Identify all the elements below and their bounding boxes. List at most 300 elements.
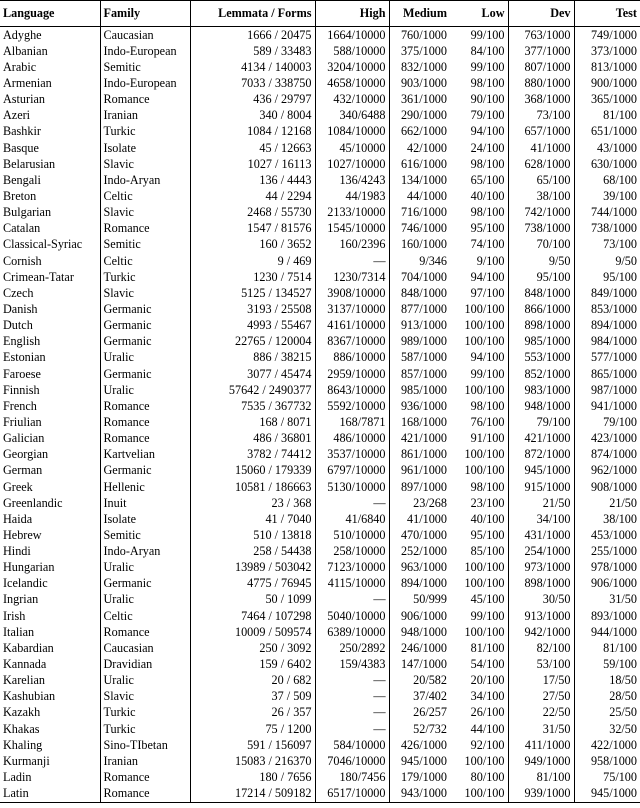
table-row	[0, 414, 640, 430]
cell-low: 76/100	[470, 414, 505, 429]
cell-medium: 20/582	[389, 673, 450, 689]
cell-language: Kazakh	[3, 705, 41, 720]
cell-low: 45/100	[470, 592, 505, 607]
cell-lemmata-forms: 7535 / 367732	[190, 398, 315, 414]
cell-lemmata-forms: 41 / 7040	[190, 511, 315, 527]
cell-high: 5592/10000	[315, 398, 389, 414]
cell-high: 3908/10000	[315, 285, 389, 301]
cell-low: 95/100	[470, 221, 505, 236]
cell-family: Isolate	[100, 140, 190, 156]
cell-language: Basque	[3, 140, 39, 155]
cell-dev: 82/100	[508, 640, 574, 656]
cell-high: —	[315, 253, 389, 269]
cell-high: 486/10000	[315, 431, 389, 447]
cell-high: 1084/10000	[315, 124, 389, 140]
cell-test: 749/1000	[574, 27, 640, 44]
table-row	[0, 786, 640, 803]
cell-low: 100/100	[464, 624, 505, 639]
cell-language: Latin	[0, 786, 100, 803]
cell-test: 43/1000	[574, 140, 640, 156]
table-row	[0, 350, 640, 366]
cell-lemmata-forms: 3782 / 74412	[190, 447, 315, 463]
cell-dev: 38/100	[508, 188, 574, 204]
cell-lemmata-forms: 1027 / 16113	[190, 156, 315, 172]
cell-low: 94/100	[470, 269, 505, 284]
cell-lemmata-forms: 15060 / 179339	[190, 463, 315, 479]
cell-lemmata-forms: 1547 / 81576	[190, 221, 315, 237]
cell-family: Uralic	[100, 560, 190, 576]
cell-test: 944/1000	[574, 624, 640, 640]
cell-family: Turkic	[100, 705, 190, 721]
cell-test: 900/1000	[574, 75, 640, 91]
cell-family: Turkic	[100, 269, 190, 285]
table-row	[0, 27, 640, 44]
cell-medium: 913/1000	[389, 318, 450, 334]
cell-medium: 906/1000	[389, 608, 450, 624]
table-row	[0, 576, 640, 592]
cell-family: Romance	[100, 786, 190, 803]
cell-dev: 866/1000	[508, 301, 574, 317]
cell-dev: 880/1000	[508, 75, 574, 91]
cell-low: 100/100	[464, 576, 505, 591]
cell-low: 98/100	[470, 75, 505, 90]
cell-dev: 939/1000	[508, 786, 574, 803]
cell-dev: 21/50	[508, 495, 574, 511]
cell-language: Catalan	[3, 221, 41, 236]
cell-lemmata-forms: 17214 / 509182	[190, 786, 315, 803]
cell-test: 75/100	[574, 769, 640, 785]
cell-language: Armenian	[3, 75, 52, 90]
cell-medium: 662/1000	[389, 124, 450, 140]
cell-lemmata-forms: 486 / 36801	[190, 431, 315, 447]
table-row	[0, 172, 640, 188]
cell-lemmata-forms: 57642 / 2490377	[190, 382, 315, 398]
cell-dev: 949/1000	[508, 753, 574, 769]
table-row	[0, 527, 640, 543]
cell-test: 59/100	[574, 656, 640, 672]
cell-dev: 41/1000	[508, 140, 574, 156]
table-row	[0, 43, 640, 59]
cell-family: Indo-Aryan	[100, 544, 190, 560]
cell-lemmata-forms: 50 / 1099	[190, 592, 315, 608]
cell-medium: 168/1000	[389, 414, 450, 430]
cell-language: Belarusian	[3, 156, 56, 171]
header-high: High	[315, 1, 389, 27]
cell-language: Georgian	[3, 447, 49, 462]
header-family: Family	[100, 1, 190, 27]
cell-lemmata-forms: 1666 / 20475	[190, 27, 315, 44]
cell-high: 168/7871	[315, 414, 389, 430]
cell-family: Caucasian	[100, 640, 190, 656]
cell-test: 978/1000	[574, 560, 640, 576]
cell-low: 34/100	[470, 689, 505, 704]
cell-lemmata-forms: 886 / 38215	[190, 350, 315, 366]
cell-language: Estonian	[3, 350, 46, 365]
cell-medium: 470/1000	[389, 527, 450, 543]
table-row	[0, 544, 640, 560]
cell-lemmata-forms: 510 / 13818	[190, 527, 315, 543]
cell-high: 588/10000	[315, 43, 389, 59]
cell-language: Khaling	[3, 737, 43, 752]
cell-lemmata-forms: 160 / 3652	[190, 237, 315, 253]
cell-high: 7123/10000	[315, 560, 389, 576]
cell-family: Dravidian	[100, 656, 190, 672]
table-row	[0, 205, 640, 221]
table-row	[0, 624, 640, 640]
cell-family: Germanic	[100, 301, 190, 317]
cell-language: Ingrian	[3, 592, 39, 607]
cell-family: Romance	[100, 431, 190, 447]
cell-high: 6797/10000	[315, 463, 389, 479]
cell-test: 68/100	[574, 172, 640, 188]
table-row	[0, 318, 640, 334]
cell-medium: 421/1000	[389, 431, 450, 447]
cell-medium: 426/1000	[389, 737, 450, 753]
header-medium: Medium	[389, 1, 450, 27]
cell-language: Arabic	[3, 59, 37, 74]
cell-test: 39/100	[574, 188, 640, 204]
cell-language: Danish	[3, 301, 38, 316]
cell-low: 97/100	[470, 285, 505, 300]
cell-medium: 877/1000	[389, 301, 450, 317]
cell-language: Classical-Syriac	[3, 237, 83, 252]
cell-high: 5130/10000	[315, 479, 389, 495]
cell-language: Hungarian	[3, 560, 55, 575]
cell-low: 79/100	[470, 108, 505, 123]
cell-high: 3137/10000	[315, 301, 389, 317]
table-row	[0, 560, 640, 576]
cell-family: Turkic	[100, 124, 190, 140]
cell-family: Indo-European	[100, 43, 190, 59]
cell-language: Bashkir	[3, 124, 41, 139]
cell-language: Czech	[3, 285, 34, 300]
cell-test: 813/1000	[574, 59, 640, 75]
cell-dev: 79/100	[508, 414, 574, 430]
cell-language: Kannada	[3, 657, 47, 672]
cell-test: 853/1000	[574, 301, 640, 317]
header-dev: Dev	[508, 1, 574, 27]
cell-high: 2959/10000	[315, 366, 389, 382]
cell-lemmata-forms: 7033 / 338750	[190, 75, 315, 91]
cell-language: Hindi	[3, 544, 31, 559]
cell-family: Germanic	[100, 318, 190, 334]
cell-high: 5040/10000	[315, 608, 389, 624]
cell-low: 9/100	[476, 253, 505, 268]
cell-test: 31/50	[574, 592, 640, 608]
cell-family: Slavic	[100, 689, 190, 705]
cell-test: 849/1000	[574, 285, 640, 301]
cell-language: English	[3, 334, 41, 349]
cell-medium: 290/1000	[389, 108, 450, 124]
table-row	[0, 75, 640, 91]
cell-medium: 948/1000	[389, 624, 450, 640]
cell-family: Romance	[100, 92, 190, 108]
cell-language: Bulgarian	[3, 205, 52, 220]
cell-family: Romance	[100, 624, 190, 640]
cell-lemmata-forms: 340 / 8004	[190, 108, 315, 124]
cell-high: 2133/10000	[315, 205, 389, 221]
table-row	[0, 301, 640, 317]
table-row	[0, 269, 640, 285]
cell-test: 945/1000	[574, 786, 640, 803]
cell-lemmata-forms: 168 / 8071	[190, 414, 315, 430]
cell-family: Romance	[100, 398, 190, 414]
table-row	[0, 479, 640, 495]
table-row	[0, 431, 640, 447]
table-row	[0, 92, 640, 108]
cell-medium: 943/1000	[389, 786, 450, 803]
cell-language: Finnish	[3, 382, 40, 397]
cell-high: 340/6488	[315, 108, 389, 124]
cell-high: 7046/10000	[315, 753, 389, 769]
cell-low: 92/100	[470, 737, 505, 752]
cell-medium: 44/1000	[389, 188, 450, 204]
cell-test: 9/50	[574, 253, 640, 269]
cell-high: 44/1983	[315, 188, 389, 204]
cell-medium: 716/1000	[389, 205, 450, 221]
cell-family: Caucasian	[100, 27, 190, 44]
cell-high: 6517/10000	[315, 786, 389, 803]
cell-low: 99/100	[470, 366, 505, 381]
cell-dev: 73/100	[508, 108, 574, 124]
cell-language: Breton	[3, 188, 37, 203]
table-row	[0, 495, 640, 511]
cell-language: Azeri	[3, 108, 31, 123]
cell-test: 81/100	[574, 108, 640, 124]
cell-dev: 22/50	[508, 705, 574, 721]
cell-lemmata-forms: 250 / 3092	[190, 640, 315, 656]
cell-medium: 179/1000	[389, 769, 450, 785]
cell-lemmata-forms: 26 / 357	[190, 705, 315, 721]
cell-language: Irish	[3, 608, 26, 623]
cell-family: Kartvelian	[100, 447, 190, 463]
cell-high: —	[315, 673, 389, 689]
cell-dev: 807/1000	[508, 59, 574, 75]
cell-test: 906/1000	[574, 576, 640, 592]
cell-test: 987/1000	[574, 382, 640, 398]
cell-high: 1230/7314	[315, 269, 389, 285]
cell-medium: 936/1000	[389, 398, 450, 414]
cell-dev: 53/100	[508, 656, 574, 672]
cell-language: Faroese	[3, 366, 41, 381]
cell-family: Sino-TIbetan	[100, 737, 190, 753]
cell-medium: 832/1000	[389, 59, 450, 75]
cell-test: 453/1000	[574, 527, 640, 543]
cell-dev: 742/1000	[508, 205, 574, 221]
cell-lemmata-forms: 180 / 7656	[190, 769, 315, 785]
cell-medium: 903/1000	[389, 75, 450, 91]
cell-medium: 746/1000	[389, 221, 450, 237]
cell-medium: 989/1000	[389, 334, 450, 350]
cell-medium: 897/1000	[389, 479, 450, 495]
cell-test: 28/50	[574, 689, 640, 705]
cell-dev: 27/50	[508, 689, 574, 705]
table-row	[0, 689, 640, 705]
cell-low: 65/100	[470, 172, 505, 187]
cell-test: 365/1000	[574, 92, 640, 108]
header-low: Low	[450, 1, 508, 27]
cell-high: 584/10000	[315, 737, 389, 753]
cell-low: 98/100	[470, 156, 505, 171]
cell-language: Greenlandic	[3, 495, 63, 510]
cell-medium: 894/1000	[389, 576, 450, 592]
cell-high: 160/2396	[315, 237, 389, 253]
cell-test: 32/50	[574, 721, 640, 737]
cell-lemmata-forms: 159 / 6402	[190, 656, 315, 672]
cell-low: 98/100	[470, 479, 505, 494]
cell-test: 38/100	[574, 511, 640, 527]
cell-dev: 553/1000	[508, 350, 574, 366]
cell-lemmata-forms: 22765 / 120004	[190, 334, 315, 350]
cell-test: 373/1000	[574, 43, 640, 59]
cell-lemmata-forms: 1084 / 12168	[190, 124, 315, 140]
cell-low: 24/100	[470, 140, 505, 155]
cell-dev: 898/1000	[508, 318, 574, 334]
cell-lemmata-forms: 7464 / 107298	[190, 608, 315, 624]
cell-high: 510/10000	[315, 527, 389, 543]
cell-family: Celtic	[100, 253, 190, 269]
cell-low: 20/100	[470, 673, 505, 688]
cell-language: Haida	[3, 511, 33, 526]
cell-language: Greek	[3, 479, 33, 494]
table-row	[0, 59, 640, 75]
cell-medium: 704/1000	[389, 269, 450, 285]
cell-language: Crimean-Tatar	[3, 269, 74, 284]
cell-medium: 961/1000	[389, 463, 450, 479]
cell-language: Italian	[3, 624, 35, 639]
cell-dev: 254/1000	[508, 544, 574, 560]
cell-family: Romance	[100, 221, 190, 237]
cell-language: Ladin	[3, 770, 32, 785]
cell-family: Inuit	[100, 495, 190, 511]
table-body	[0, 27, 640, 803]
cell-language: Icelandic	[3, 576, 48, 591]
cell-high: 159/4383	[315, 656, 389, 672]
cell-low: 44/100	[470, 721, 505, 736]
cell-family: Hellenic	[100, 479, 190, 495]
cell-lemmata-forms: 591 / 156097	[190, 737, 315, 753]
cell-medium: 41/1000	[389, 511, 450, 527]
cell-medium: 861/1000	[389, 447, 450, 463]
cell-high: 41/6840	[315, 511, 389, 527]
cell-low: 95/100	[470, 527, 505, 542]
cell-test: 630/1000	[574, 156, 640, 172]
cell-low: 26/100	[470, 705, 505, 720]
table-row	[0, 253, 640, 269]
cell-test: 73/100	[574, 237, 640, 253]
cell-high: 4658/10000	[315, 75, 389, 91]
cell-medium: 375/1000	[389, 43, 450, 59]
cell-lemmata-forms: 10009 / 509574	[190, 624, 315, 640]
cell-lemmata-forms: 2468 / 55730	[190, 205, 315, 221]
cell-low: 94/100	[470, 124, 505, 139]
cell-medium: 848/1000	[389, 285, 450, 301]
table-row	[0, 285, 640, 301]
header-lemmata-forms: Lemmata / Forms	[190, 1, 315, 27]
cell-dev: 31/50	[508, 721, 574, 737]
cell-language: Kabardian	[3, 640, 54, 655]
table-row	[0, 108, 640, 124]
cell-lemmata-forms: 3193 / 25508	[190, 301, 315, 317]
cell-family: Slavic	[100, 285, 190, 301]
cell-dev: 973/1000	[508, 560, 574, 576]
cell-language: Asturian	[3, 92, 45, 107]
cell-family: Slavic	[100, 156, 190, 172]
cell-dev: 81/100	[508, 769, 574, 785]
cell-medium: 246/1000	[389, 640, 450, 656]
cell-language: Albanian	[3, 43, 48, 58]
cell-low: 91/100	[470, 431, 505, 446]
cell-dev: 95/100	[508, 269, 574, 285]
cell-high: —	[315, 495, 389, 511]
header-test: Test	[574, 1, 640, 27]
cell-high: 136/4243	[315, 172, 389, 188]
cell-low: 99/100	[470, 27, 505, 42]
cell-language: Karelian	[3, 673, 45, 688]
cell-lemmata-forms: 13989 / 503042	[190, 560, 315, 576]
header-row	[0, 1, 640, 27]
cell-dev: 983/1000	[508, 382, 574, 398]
cell-low: 74/100	[470, 237, 505, 252]
cell-dev: 898/1000	[508, 576, 574, 592]
cell-medium: 9/346	[389, 253, 450, 269]
table-row	[0, 447, 640, 463]
cell-lemmata-forms: 10581 / 186663	[190, 479, 315, 495]
cell-family: Indo-Aryan	[100, 172, 190, 188]
cell-dev: 421/1000	[508, 431, 574, 447]
cell-lemmata-forms: 436 / 29797	[190, 92, 315, 108]
table-row	[0, 398, 640, 414]
cell-high: 1545/10000	[315, 221, 389, 237]
cell-test: 958/1000	[574, 753, 640, 769]
cell-medium: 52/732	[389, 721, 450, 737]
cell-dev: 872/1000	[508, 447, 574, 463]
cell-lemmata-forms: 45 / 12663	[190, 140, 315, 156]
cell-lemmata-forms: 3077 / 45474	[190, 366, 315, 382]
cell-test: 908/1000	[574, 479, 640, 495]
cell-lemmata-forms: 15083 / 216370	[190, 753, 315, 769]
cell-lemmata-forms: 75 / 1200	[190, 721, 315, 737]
table-row	[0, 221, 640, 237]
cell-test: 79/100	[574, 414, 640, 430]
cell-low: 98/100	[470, 398, 505, 413]
cell-language: Galician	[3, 431, 45, 446]
table-row	[0, 463, 640, 479]
cell-test: 865/1000	[574, 366, 640, 382]
cell-test: 577/1000	[574, 350, 640, 366]
table-row	[0, 673, 640, 689]
cell-family: Semitic	[100, 237, 190, 253]
cell-high: 886/10000	[315, 350, 389, 366]
cell-language: Hebrew	[3, 527, 42, 542]
cell-lemmata-forms: 136 / 4443	[190, 172, 315, 188]
cell-family: Germanic	[100, 463, 190, 479]
cell-low: 54/100	[470, 657, 505, 672]
cell-test: 81/100	[574, 640, 640, 656]
table-row	[0, 140, 640, 156]
cell-family: Turkic	[100, 721, 190, 737]
cell-low: 98/100	[470, 205, 505, 220]
table-row	[0, 124, 640, 140]
cell-family: Indo-European	[100, 75, 190, 91]
cell-language: Kurmanji	[3, 753, 50, 768]
cell-lemmata-forms: 5125 / 134527	[190, 285, 315, 301]
table-row	[0, 156, 640, 172]
cell-low: 40/100	[470, 511, 505, 526]
cell-test: 984/1000	[574, 334, 640, 350]
cell-language: Dutch	[3, 318, 33, 333]
cell-high: 45/10000	[315, 140, 389, 156]
